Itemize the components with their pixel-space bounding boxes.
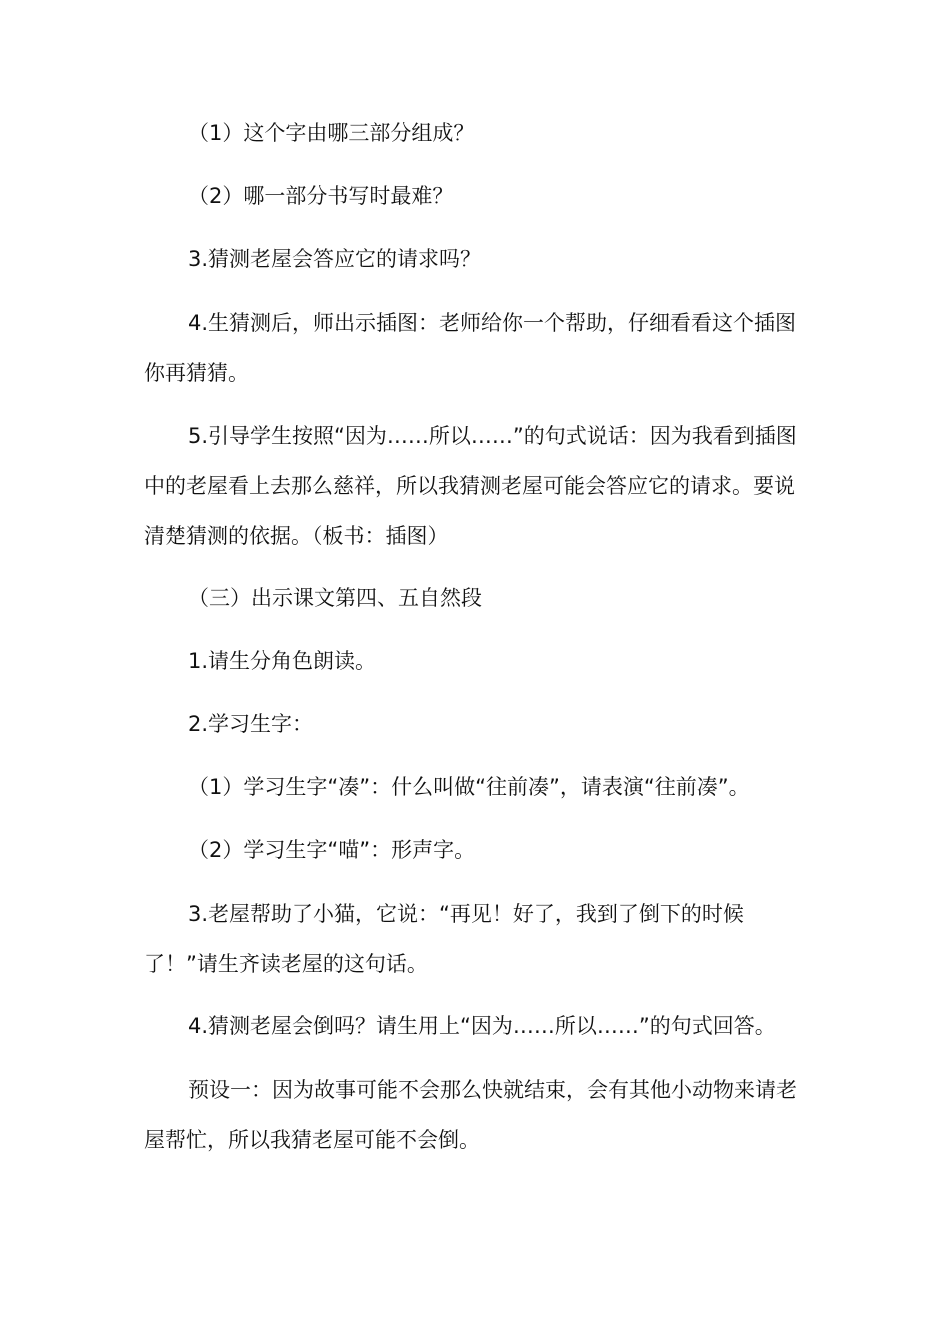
paragraph-question-1: （1）这个字由哪三部分组成？: [188, 121, 475, 145]
paragraph-step-3: 3.猜测老屋会答应它的请求吗？: [188, 247, 482, 271]
paragraph-step-5: 5.引导学生按照“因为……所以……”的句式说话：因为我看到插图中的老屋看上去那么慈祥，所以我猜测老屋可能会答应它的请求。要说清楚猜测的依据。（板书：插图）: [144, 424, 797, 548]
section-heading-3: （三）出示课文第四、五自然段: [188, 586, 482, 610]
paragraph-question-2: （2）哪一部分书写时最难？: [188, 184, 454, 208]
paragraph-step-3-cat: 3.老屋帮助了小猫，它说：“再见！好了，我到了倒下的时候了！”请生齐读老屋的这句话。: [144, 902, 744, 976]
paragraph-step-4-guess: 4.猜测老屋会倒吗？请生用上“因为……所以……”的句式回答。: [188, 1014, 776, 1038]
paragraph-char-miao: （2）学习生字“喵”：形声字。: [188, 838, 476, 862]
paragraph-read-1: 1.请生分角色朗读。: [188, 649, 377, 673]
paragraph-char-cou: （1）学习生字“凑”：什么叫做“往前凑”，请表演“往前凑”。: [188, 775, 750, 799]
paragraph-preset-1: 预设一：因为故事可能不会那么快就结束，会有其他小动物来请老屋帮忙，所以我猜老屋可能不会倒。: [144, 1078, 797, 1152]
paragraph-step-4: 4.生猜测后，师出示插图：老师给你一个帮助，仔细看看这个插图你再猜猜。: [144, 311, 797, 385]
paragraph-learn-2: 2.学习生字：: [188, 712, 314, 736]
